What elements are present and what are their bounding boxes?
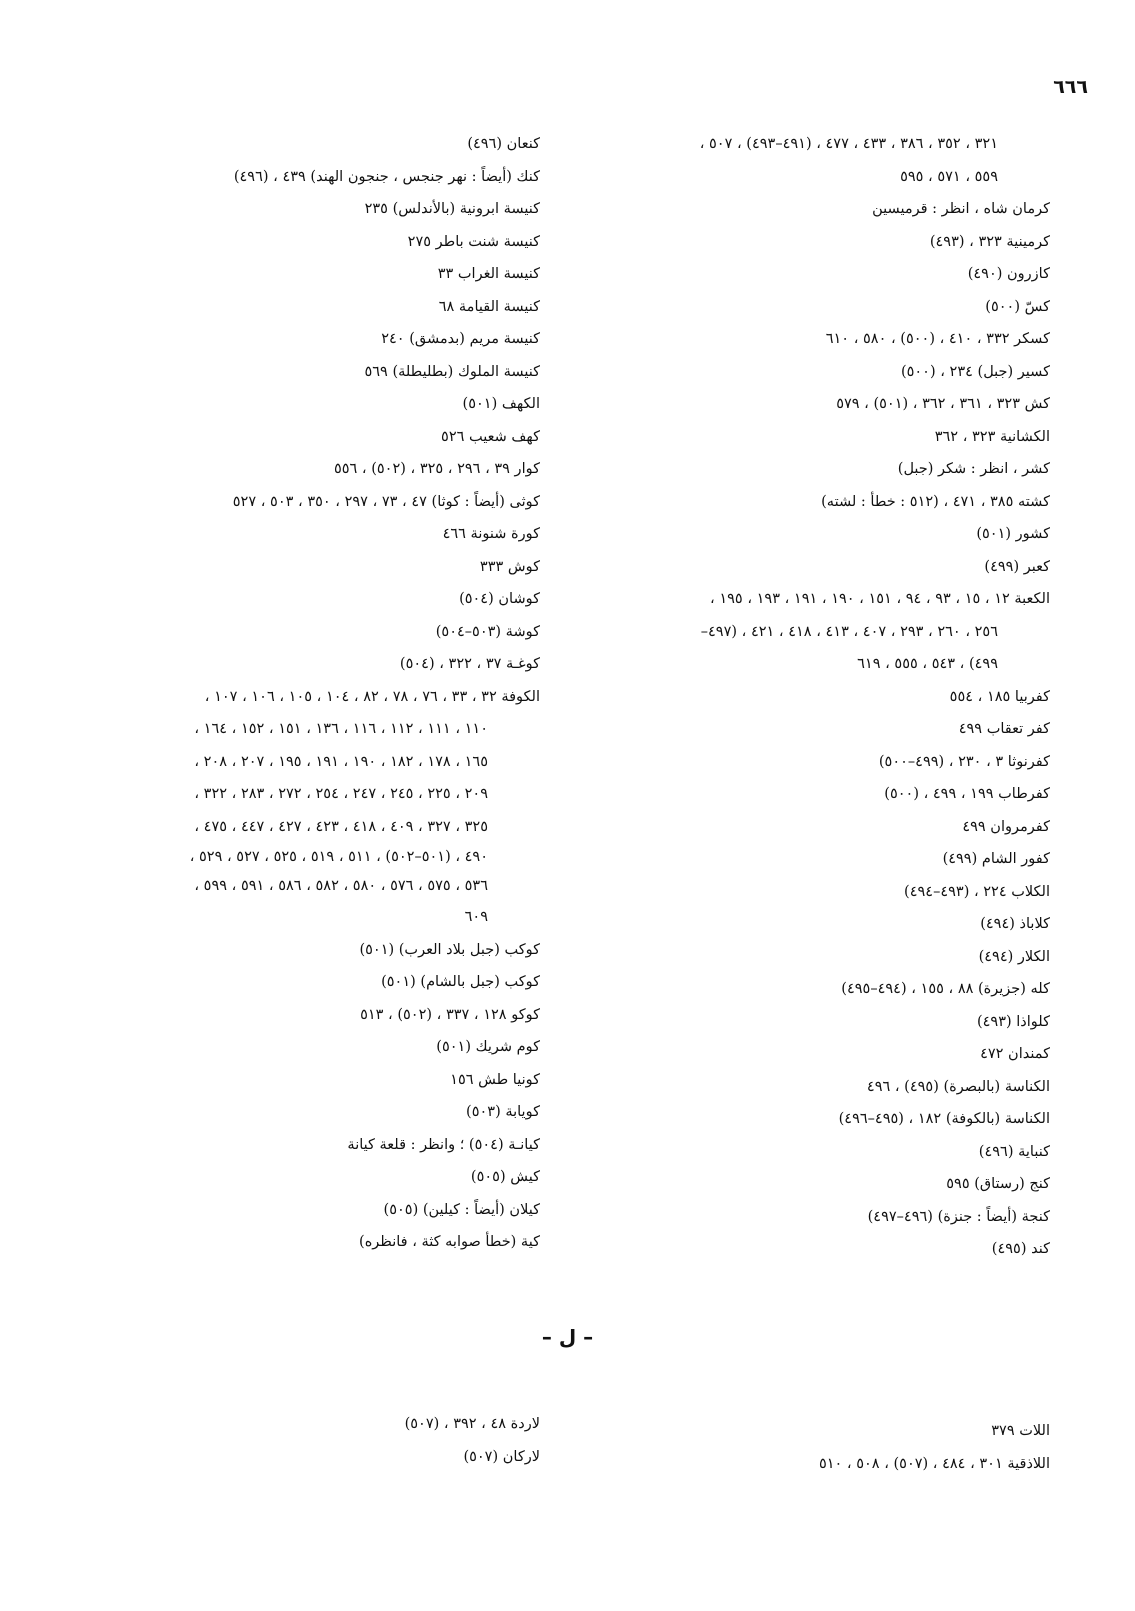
index-entry: كوغـة ٣٧ ، ٣٢٢ ، (٥٠٤) (399, 656, 540, 672)
index-column-right (572, 128, 1050, 1266)
index-entry: كورة شنونة ٤٦٦ (442, 526, 540, 542)
index-entry: كيش (٥٠٥) (470, 1169, 540, 1185)
index-entry: كنيسة ابرونية (بالأندلس) ٢٣٥ (364, 201, 540, 217)
index-entry-continuation: ٥٥٩ ، ٥٧١ ، ٥٩٥ (900, 168, 998, 185)
index-entry: لاركان (٥٠٧) (463, 1448, 540, 1465)
index-entry: كسكر ٣٣٢ ، ٤١٠ ، (٥٠٠) ، ٥٨٠ ، ٦١٠ (825, 331, 1050, 347)
index-entry: الكلار (٤٩٤) (978, 948, 1050, 965)
index-entry: كهف شعيب ٥٢٦ (441, 428, 540, 445)
index-entry: كلاباذ (٤٩٤) (980, 916, 1050, 932)
index-entry: كفرمروان ٤٩٩ (962, 818, 1050, 835)
index-entry: كنيسة القيامة ٦٨ (438, 298, 540, 315)
index-entry-continuation: ٤٩٠ ، (٥٠١–٥٠٢) ، ٥١١ ، ٥١٩ ، ٥٢٥ ، ٥٢٧ ، ٥٢٩ ، (189, 849, 488, 865)
index-entry: كنيسة مريم (بدمشق) ٢٤٠ (381, 331, 540, 347)
index-entry: كوشان (٥٠٤) (459, 591, 540, 607)
index-entry: كشور (٥٠١) (976, 526, 1050, 542)
index-entry: كنعان (٤٩٦) (467, 136, 540, 152)
index-entry: كيانـة (٥٠٤) ؛ وانظر : قلعة كيانة (347, 1136, 540, 1153)
index-entry-continuation: ٢٠٩ ، ٢٢٥ ، ٢٤٥ ، ٢٤٧ ، ٢٥٤ ، ٢٧٢ ، ٢٨٣ ، ٣٢٢ ، (194, 786, 488, 802)
index-entry: كويابة (٥٠٣) (466, 1104, 540, 1120)
index-entry-continuation: ١١٠ ، ١١١ ، ١١٢ ، ١١٦ ، ١٣٦ ، ١٥١ ، ١٥٢ ، ١٦٤ ، (194, 721, 488, 737)
index-entry: كونيا طش ١٥٦ (450, 1071, 540, 1088)
index-entry: كفرطاب ١٩٩ ، ٤٩٩ ، (٥٠٠) (884, 786, 1050, 802)
index-entry: كش ٣٢٣ ، ٣٦١ ، ٣٦٢ ، (٥٠١) ، ٥٧٩ (836, 396, 1050, 412)
index-entry: كنج (رستاق) ٥٩٥ (946, 1176, 1050, 1192)
index-entry: كعبر (٤٩٩) (984, 558, 1050, 575)
index-entry: الكوفة ٣٢ ، ٣٣ ، ٧٦ ، ٧٨ ، ٨٢ ، ١٠٤ ، ١٠٥ ، ١٠٦ ، ١٠٧ ، (204, 688, 540, 705)
index-entry: كوار ٣٩ ، ٢٩٦ ، ٣٢٥ ، (٥٠٢) ، ٥٥٦ (333, 461, 540, 477)
index-entry: كوم شريك (٥٠١) (436, 1039, 540, 1055)
index-entry-continuation: ٢٥٦ ، ٢٦٠ ، ٢٩٣ ، ٤٠٧ ، ٤١٣ ، ٤١٨ ، ٤٢١ ، (٤٩٧– (700, 623, 998, 640)
index-column-right-section-lam (700, 1415, 1050, 1480)
index-entry-continuation: ٣٢٥ ، ٣٢٧ ، ٤٠٩ ، ٤١٨ ، ٤٢٣ ، ٤٢٧ ، ٤٤٧ ، ٤٧٥ ، (194, 818, 488, 835)
index-entry: الكعبة ١٢ ، ١٥ ، ٩٣ ، ٩٤ ، ١٥١ ، ١٩٠ ، ١٩١ ، ١٩٣ ، ١٩٥ ، (710, 591, 1050, 607)
index-entry: كنجة (أيضاً : جنزة) (٤٩٦–٤٩٧) (867, 1208, 1050, 1225)
index-entry: كوش ٣٣٣ (479, 558, 540, 575)
index-entry: كنيسة الغراب ٣٣ (437, 266, 540, 282)
index-entry: كله (جزيرة) ٨٨ ، ١٥٥ ، (٤٩٤–٤٩٥) (841, 981, 1050, 997)
index-entry: الكهف (٥٠١) (462, 396, 540, 412)
index-entry-continuation: ٤٩٩) ، ٥٤٣ ، ٥٥٥ ، ٦١٩ (857, 656, 998, 672)
index-entry: كوكب (جبل بالشام) (٥٠١) (381, 974, 540, 990)
index-entry: كازرون (٤٩٠) (967, 266, 1050, 282)
index-entry: كفرنوثا ٣ ، ٢٣٠ ، (٤٩٩–٥٠٠) (878, 753, 1050, 770)
index-entry: كوكو ١٢٨ ، ٣٣٧ ، (٥٠٢) ، ٥١٣ (360, 1006, 540, 1023)
index-entry-continuation: ٦٠٩ (464, 909, 488, 925)
section-letter-heading: – ل – (541, 1325, 594, 1349)
index-entry: كند (٤٩٥) (991, 1241, 1050, 1257)
index-entry-continuation: ١٦٥ ، ١٧٨ ، ١٨٢ ، ١٩٠ ، ١٩١ ، ١٩٥ ، ٢٠٧ ، ٢٠٨ ، (194, 753, 488, 770)
index-entry: الكناسة (بالكوفة) ١٨٢ ، (٤٩٥–٤٩٦) (838, 1111, 1050, 1127)
index-entry: الكلاب ٢٢٤ ، (٤٩٣–٤٩٤) (904, 883, 1050, 900)
index-entry: الكناسة (بالبصرة) (٤٩٥) ، ٤٩٦ (866, 1078, 1050, 1095)
index-entry: كسير (جبل) ٢٣٤ ، (٥٠٠) (900, 363, 1050, 380)
index-entry: كفربيا ١٨٥ ، ٥٥٤ (949, 688, 1050, 705)
index-entry: كنيسة شنت باطر ٢٧٥ (407, 233, 540, 250)
index-column-left (60, 128, 540, 1259)
index-entry: كنك (أيضاً : نهر جنجس ، جنجون الهند) ٤٣٩ ، (٤٩٦) (233, 168, 540, 185)
index-entry: كلواذا (٤٩٣) (976, 1013, 1050, 1030)
index-entry: كفر تعقاب ٤٩٩ (958, 721, 1050, 737)
index-entry: كوكب (جبل بلاد العرب) (٥٠١) (359, 941, 540, 958)
index-entry: كيلان (أيضاً : كيلين) (٥٠٥) (383, 1201, 540, 1218)
index-entry: اللات ٣٧٩ (991, 1423, 1050, 1439)
index-entry: كنيسة الملوك (بطليطلة) ٥٦٩ (364, 363, 540, 380)
index-column-left-section-lam (300, 1408, 540, 1473)
index-entry: كوثى (أيضاً : كوثا) ٤٧ ، ٧٣ ، ٢٩٧ ، ٣٥٠ ، ٥٠٣ ، ٥٢٧ (232, 493, 540, 510)
index-entry: كمندان ٤٧٢ (980, 1046, 1050, 1062)
index-entry: لاردة ٤٨ ، ٣٩٢ ، (٥٠٧) (404, 1416, 540, 1432)
index-entry: كشته ٣٨٥ ، ٤٧١ ، (٥١٢ : خطأ : لشته) (821, 493, 1050, 510)
index-entry: الكشانية ٣٢٣ ، ٣٦٢ (934, 428, 1050, 445)
index-entry: كنباية (٤٩٦) (978, 1143, 1050, 1160)
page-number: ٦٦٦ (1053, 76, 1088, 98)
index-entry-continuation: ٣٢١ ، ٣٥٢ ، ٣٨٦ ، ٤٣٣ ، ٤٧٧ ، (٤٩١–٤٩٣) ، ٥٠٧ ، (699, 136, 998, 152)
index-entry: اللاذقية ٣٠١ ، ٤٨٤ ، (٥٠٧) ، ٥٠٨ ، ٥١٠ (818, 1455, 1050, 1472)
index-entry: كرمينية ٣٢٣ ، (٤٩٣) (929, 233, 1050, 250)
index-entry-continuation: ٥٣٦ ، ٥٧٥ ، ٥٧٦ ، ٥٨٠ ، ٥٨٢ ، ٥٨٦ ، ٥٩١ ، ٥٩٩ ، (194, 878, 488, 894)
index-entry: كشر ، انظر : شكر (جبل) (897, 461, 1050, 477)
index-entry: كسّ (٥٠٠) (985, 298, 1050, 315)
index-entry: كرمان شاه ، انظر : قرميسين (872, 201, 1050, 217)
index-entry: كوشة (٥٠٣–٥٠٤) (435, 623, 540, 640)
index-entry: كية (خطأ صوابه كثة ، فانظره) (359, 1234, 540, 1250)
index-entry: كفور الشام (٤٩٩) (942, 851, 1050, 867)
